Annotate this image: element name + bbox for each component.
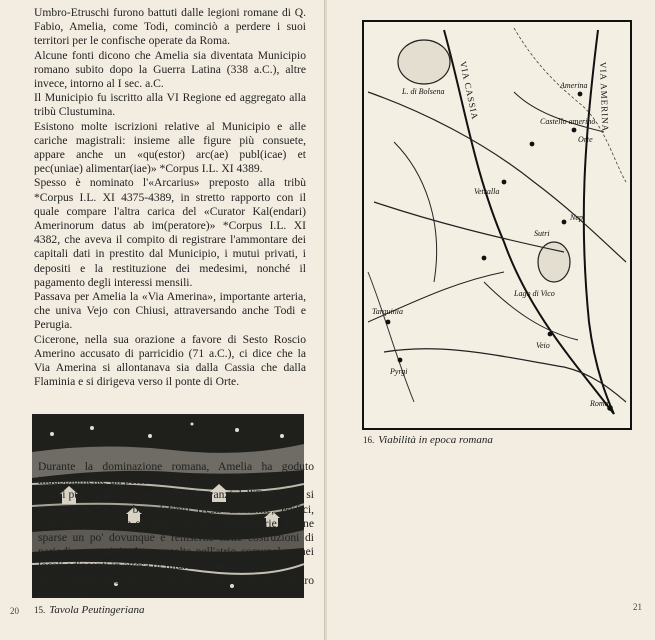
roman-roads-map xyxy=(362,20,632,430)
map-label-via-cassia: VIA CASSIA xyxy=(458,60,481,121)
map-label-lago-vico: Lago di Vico xyxy=(514,289,555,298)
map-label-tarquinia: Tarquinia xyxy=(372,307,403,316)
right-paragraph-2: Ciò si può facilmente arguire dagli avanzi dell'Epoca che si trovano in nuclei ben definiti (resti di terme, edifici, cisterne, ecc.) ed in eloquenti forme frammentarie, alcune sparse un po' dovunque e reinserite nelle costruzioni di periodi successivi, altre raccolte nell'atrio comunale e nei locali adiacenti in attesa di futura sistemazione. xyxy=(38,488,314,573)
map-label-roma: Roma xyxy=(590,399,609,408)
figure-16-title: Viabilità in epoca romana xyxy=(378,434,493,446)
right-body-text xyxy=(38,460,314,602)
map-label-via-amerina: VIA AMERINA xyxy=(598,61,611,133)
figure-16-number: 16. xyxy=(363,435,375,445)
figure-15-caption xyxy=(34,604,144,616)
map-label-sutri: Sutri xyxy=(534,229,550,238)
map-label-amerina: Amerina xyxy=(560,81,588,90)
figure-15-number: 15. xyxy=(34,605,46,615)
right-paragraph-3: Ne esamineremo diverse nello svolgimento del nostro itinerario. xyxy=(38,573,314,601)
map-illustration xyxy=(364,22,630,428)
figure-16-caption xyxy=(363,434,493,446)
left-paragraph-5: Spesso è nominato l'«Arcarius» preposto alla tribù *Corpus I.L. XI 4375-4389, in stretto rapporto con il quale compare l'altra carica del «Curator Kal(endari) Amerinorum datus ab im(peratore)» *Corpus I.L. XI 4382, che aveva il compito di registrare l'ammontare dei capitali dati in prestito dal Municipio, i mutui privati, i depositi e la restituzione dei medesimi, nonché il pagamento degli interessi mensili. xyxy=(34,176,306,289)
map-label-castello: Castello amerino xyxy=(540,117,596,126)
left-page-number: 20 xyxy=(10,606,19,616)
figure-15-title: Tavola Peutingeriana xyxy=(49,604,145,616)
map-label-pyrgi: Pyrgi xyxy=(390,367,408,376)
map-label-nepi: Nepi xyxy=(570,213,586,222)
map-label-veio: Veio xyxy=(536,341,550,350)
left-paragraph-6: Passava per Amelia la «Via Amerina», importante arteria, che univa Vejo con Chiusi, attraversando anche Todi e Perugia. xyxy=(34,290,306,332)
right-page-number: 21 xyxy=(633,602,642,612)
map-label-lago: L. di Bolsena xyxy=(402,87,445,96)
left-paragraph-2: Alcune fonti dicono che Amelia sia diventata Municipio romano subito dopo la Guerra Latina (338 a.C.), altre invece, intorno al I sec. a.C. xyxy=(34,48,306,91)
right-paragraph-1: Durante la dominazione romana, Amelia ha goduto indubbiamente un periodo di magnificenza. xyxy=(38,460,314,488)
map-label-vetralla: Vetralla xyxy=(474,187,500,196)
left-paragraph-3: Il Municipio fu iscritto alla VI Regione ed aggregato alla tribù Clustumina. xyxy=(34,91,306,119)
left-paragraph-1: Umbro-Etruschi furono battuti dalle legioni romane di Q. Fabio, Amelia, come Todi, cominciò a perdere i suoi territori per le confische operate da Roma. xyxy=(34,6,306,48)
map-label-orte: Orte xyxy=(578,135,593,144)
left-body-text xyxy=(34,6,306,389)
left-paragraph-7: Cicerone, nella sua orazione a favore di Sesto Roscio Amerino accusato di parricidio (71 a.C.), ci dice che la Via Amerina si allontanava sia dalla Cassia che dalla Flaminia e si dirigeva verso il ponte di Orte. xyxy=(34,332,306,389)
left-paragraph-4: Esistono molte iscrizioni relative al Municipio e alle cariche magistrali: insieme alle figure più consuete, appare anche un «qu(estor) arc(ae) publ(icae) et pec(uniae) alimentar(iae)» *Corpus I.L. XI 4389. xyxy=(34,119,306,176)
